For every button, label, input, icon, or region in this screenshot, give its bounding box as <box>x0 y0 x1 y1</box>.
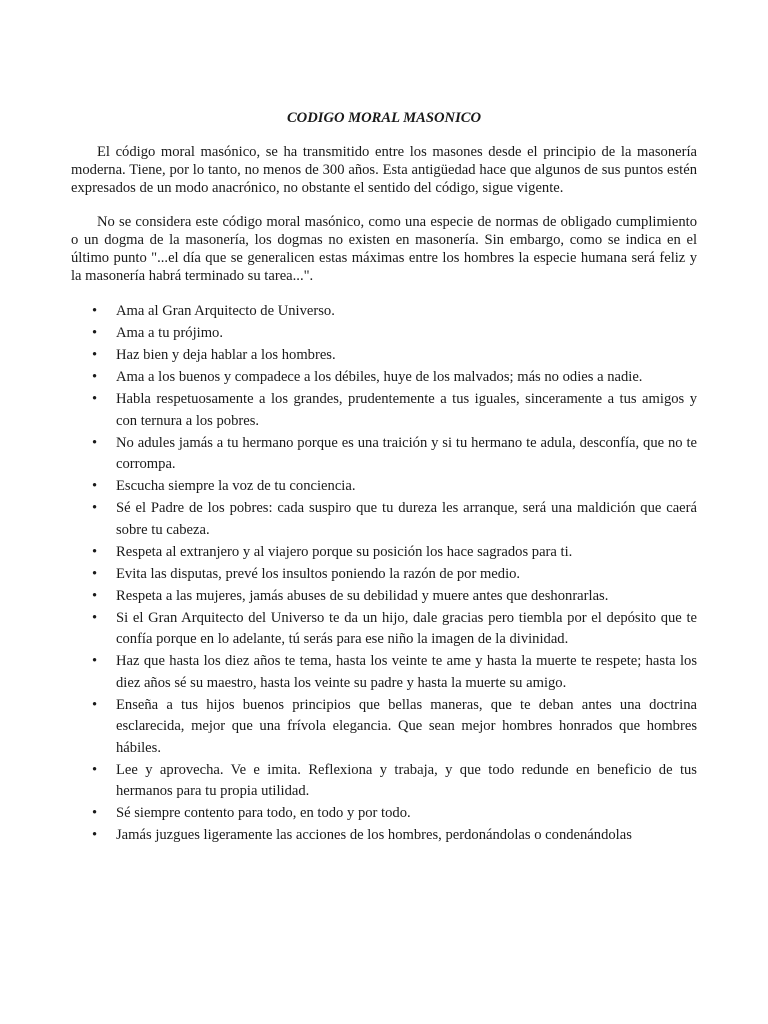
list-item <box>71 476 697 498</box>
list-item <box>71 695 697 760</box>
second-paragraph: No se considera este código moral masónico, como una especie de normas de obligado cumplimiento o un dogma de la masonería, los dogmas no existen en masonería. Sin embargo, como se indica en el último punto "...el día que se generalicen estas máximas entre los hombres la especie humana será feliz y la masonería habrá terminado su tarea...". <box>71 214 697 284</box>
document-page <box>71 108 697 847</box>
list-item <box>71 367 697 389</box>
moral-code-list <box>71 301 697 847</box>
list-item <box>71 433 697 476</box>
list-item <box>71 498 697 541</box>
list-item-text: Haz que hasta los diez años te tema, hasta los veinte te ame y hasta la muerte te respete; hasta los diez años sé su maestro, hasta los veinte su padre y hasta la muerte su amigo. <box>116 653 697 691</box>
list-item-text: Haz bien y deja hablar a los hombres. <box>116 347 336 363</box>
list-item <box>71 586 697 608</box>
list-item <box>71 760 697 803</box>
list-item <box>71 542 697 564</box>
bullet-icon: • <box>92 609 98 626</box>
list-item <box>71 825 697 847</box>
list-item <box>71 345 697 367</box>
bullet-icon: • <box>92 325 98 341</box>
list-item <box>71 608 697 651</box>
bullet-icon: • <box>92 500 98 516</box>
list-item-text: Escucha siempre la voz de tu conciencia. <box>116 478 356 494</box>
list-item-text: Evita las disputas, prevé los insultos poniendo la razón de por medio. <box>116 565 521 582</box>
list-item-text: Respeta al extranjero y al viajero porque su posición los hace sagrados para ti. <box>116 543 573 560</box>
intro-paragraph: El código moral masónico, se ha transmitido entre los masones desde el principio de la masonería moderna. Tiene, por lo tanto, no menos de 300 años. Esta antigüedad hace que algunos de sus puntos estén expresados de un modo anacrónico, no obstante el sentido del código, sigue vigente. <box>71 144 697 196</box>
list-item-text: No adules jamás a tu hermano porque es una traición y si tu hermano te adula, desconfía, que no te corrompa. <box>116 434 697 472</box>
bullet-icon: • <box>92 347 98 363</box>
list-item-text: Ama a los buenos y compadece a los débiles, huye de los malvados; más no odies a nadie. <box>116 369 643 385</box>
bullet-icon: • <box>92 434 98 451</box>
list-item <box>71 301 697 323</box>
list-item-text: Jamás juzgues ligeramente las acciones de los hombres, perdonándolas o condenándolas <box>116 827 632 843</box>
bullet-icon: • <box>92 653 98 669</box>
list-item-text: Habla respetuosamente a los grandes, prudentemente a tus iguales, sinceramente a tus amigos y con ternura a los pobres. <box>116 391 697 429</box>
bullet-icon: • <box>92 369 98 385</box>
list-item-text: Ama al Gran Arquitecto de Universo. <box>116 303 335 319</box>
list-item <box>71 651 697 694</box>
bullet-icon: • <box>92 565 98 582</box>
list-item-text: Sé siempre contento para todo, en todo y por todo. <box>116 805 411 821</box>
list-item <box>71 323 697 345</box>
list-item <box>71 564 697 586</box>
document-title: CODIGO MORAL MASONICO <box>286 110 482 126</box>
list-item <box>71 803 697 825</box>
list-item-text: Enseña a tus hijos buenos principios que bellas maneras, que te deban antes una doctrina esclarecida, mejor que una frívola elegancia. Que sean mejor hombres honrados que hombres hábiles. <box>116 696 697 756</box>
list-item-text: Si el Gran Arquitecto del Universo te da un hijo, dale gracias pero tiembla por el depósito que te confía porque en lo adelante, tú serás para ese niño la imagen de la divinidad. <box>116 609 697 647</box>
list-item-text: Respeta a las mujeres, jamás abuses de su debilidad y muere antes que deshonrarlas. <box>116 587 609 604</box>
bullet-icon: • <box>92 761 98 778</box>
list-item-text: Lee y aprovecha. Ve e imita. Reflexiona y trabaja, y que todo redunde en beneficio de tus hermanos para tu propia utilidad. <box>116 761 697 799</box>
bullet-icon: • <box>92 696 98 713</box>
list-item-text: Sé el Padre de los pobres: cada suspiro que tu dureza les arranque, será una maldición que caerá sobre tu cabeza. <box>116 500 697 538</box>
list-item-text: Ama a tu prójimo. <box>116 325 224 341</box>
bullet-icon: • <box>92 303 98 319</box>
list-item <box>71 389 697 432</box>
bullet-icon: • <box>92 805 98 821</box>
bullet-icon: • <box>92 391 98 407</box>
bullet-icon: • <box>92 827 98 843</box>
bullet-icon: • <box>92 543 98 560</box>
bullet-icon: • <box>92 587 98 604</box>
bullet-icon: • <box>92 478 98 494</box>
